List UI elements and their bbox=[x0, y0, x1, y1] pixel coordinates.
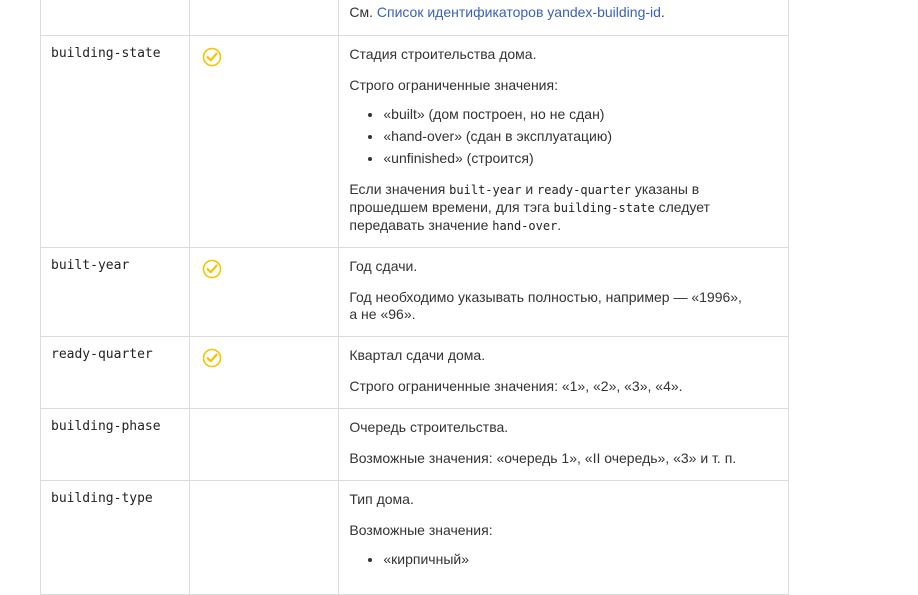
name-cell bbox=[41, 337, 190, 409]
param-name: building-phase bbox=[51, 419, 161, 434]
table-row bbox=[41, 481, 789, 595]
see-suffix: . bbox=[660, 4, 665, 20]
note-text: и bbox=[525, 181, 534, 197]
param-name: building-type bbox=[51, 491, 153, 506]
required-cell bbox=[190, 481, 339, 595]
description-cell bbox=[339, 481, 789, 595]
note-code: ready-quarter bbox=[537, 183, 631, 197]
note-text: следует передавать значение bbox=[349, 199, 710, 233]
required-check-icon bbox=[190, 248, 338, 282]
note-text: Если значения bbox=[349, 181, 446, 197]
param-note bbox=[349, 181, 778, 235]
note-code: building-state bbox=[553, 201, 655, 215]
required-cell bbox=[190, 337, 339, 409]
table-row bbox=[41, 337, 789, 409]
parameters-table bbox=[40, 0, 789, 595]
param-note: Возможные значения: bbox=[349, 522, 493, 538]
name-cell bbox=[41, 0, 190, 36]
required-check-icon bbox=[190, 36, 338, 70]
table-row bbox=[41, 36, 789, 248]
description-cell bbox=[339, 248, 789, 337]
name-cell bbox=[41, 481, 190, 595]
description-cell bbox=[339, 337, 789, 409]
param-name: building-state bbox=[51, 46, 161, 61]
param-title: Квартал сдачи дома. bbox=[349, 347, 486, 363]
required-cell bbox=[190, 248, 339, 337]
note-code: built-year bbox=[449, 183, 522, 197]
see-prefix: См. bbox=[349, 4, 373, 20]
list-item: • «unfinished» (строится) bbox=[383, 150, 778, 167]
building-id-list-link[interactable]: Список идентификаторов yandex-building-id bbox=[376, 4, 661, 20]
list-item: • «кирпичный» bbox=[383, 551, 778, 568]
name-cell bbox=[41, 36, 190, 248]
required-cell bbox=[190, 36, 339, 248]
list-item: • «built» (дом построен, но не сдан) bbox=[383, 106, 778, 123]
param-name: built-year bbox=[51, 258, 130, 273]
note-text: указаны в прошедшем времени, для тэга bbox=[349, 181, 700, 215]
table-row bbox=[41, 409, 789, 481]
required-check-icon bbox=[190, 337, 338, 371]
param-note: Возможные значения: «очередь 1», «II очередь», «3» и т. п. bbox=[349, 450, 737, 466]
description-cell bbox=[339, 0, 789, 36]
param-title: Год сдачи. bbox=[349, 258, 418, 274]
param-title: Тип дома. bbox=[349, 491, 414, 507]
param-title: Стадия строительства дома. bbox=[349, 46, 537, 62]
note-code: hand-over bbox=[492, 219, 558, 233]
name-cell bbox=[41, 409, 190, 481]
description-cell bbox=[339, 36, 789, 248]
table-row bbox=[41, 248, 789, 337]
param-note: Год необходимо указывать полностью, например — «1996», а не «96». bbox=[349, 289, 742, 322]
param-title: Очередь строительства. bbox=[349, 419, 509, 435]
note-text: . bbox=[557, 217, 562, 233]
param-note: Строго ограниченные значения: «1», «2», «3», «4». bbox=[349, 378, 683, 394]
required-cell bbox=[190, 409, 339, 481]
param-name: ready-quarter bbox=[51, 347, 153, 362]
values-list bbox=[349, 551, 778, 568]
description-cell bbox=[339, 409, 789, 481]
name-cell bbox=[41, 248, 190, 337]
allowed-values-label: Строго ограниченные значения: bbox=[349, 77, 558, 93]
table-row bbox=[41, 0, 789, 36]
values-list bbox=[349, 106, 778, 167]
list-item: • «hand-over» (сдан в эксплуатацию) bbox=[383, 128, 778, 145]
required-cell bbox=[190, 0, 339, 36]
